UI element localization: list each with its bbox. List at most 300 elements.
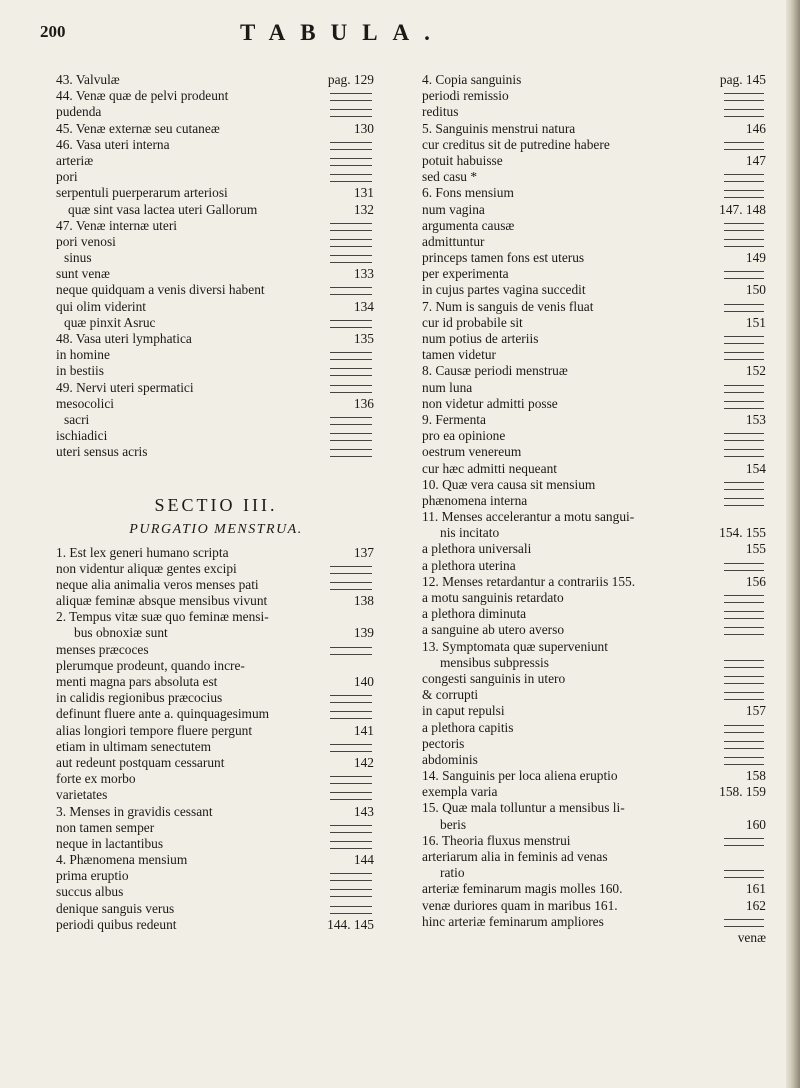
entry-text: oestrum venereum [422,444,522,460]
ditto-mark [724,692,764,700]
index-entry [56,625,376,641]
index-entry [422,590,768,606]
entry-text: in homine [56,347,110,363]
ditto-mark [330,417,372,425]
index-entry [56,185,376,201]
ditto-mark [330,566,372,574]
ditto-mark [724,498,764,506]
entry-text: 46. Vasa uteri interna [56,136,170,152]
index-entry [56,755,376,771]
entry-text: 4. Phænomena mensium [56,852,188,868]
ditto-mark [330,109,372,117]
index-entry [56,593,376,609]
entry-text: 12. Menses retardantur a contrariis 155. [422,573,636,589]
index-entry [56,428,376,444]
index-column-right [422,72,768,946]
index-entry [56,820,376,836]
entry-text: pori [56,169,78,185]
index-entry [422,622,768,638]
entry-page-number: 154 [745,460,766,476]
entry-text: varietates [56,787,108,803]
index-entry [56,331,376,347]
index-entry [56,234,376,250]
index-entry [422,525,768,541]
index-entry [56,202,376,218]
ditto-mark [330,255,372,263]
entry-text: 16. Theoria fluxus menstrui [422,832,571,848]
ditto-mark [724,449,764,457]
index-entry [56,787,376,803]
entry-page-number: 149 [745,250,766,266]
entry-text: 9. Fermenta [422,411,486,427]
entry-page-number: 147. 148 [719,201,766,217]
index-entry [56,137,376,153]
index-entry [56,690,376,706]
index-entry [56,444,376,460]
entry-page-number: pag. 129 [327,72,374,87]
entry-text: pori venosi [56,233,116,249]
ditto-mark [330,889,372,897]
ditto-mark [330,433,372,441]
index-entry [422,833,768,849]
index-entry [422,914,768,930]
entry-text: menti magna pars absoluta est [56,674,218,689]
entry-text: 15. Quæ mala tolluntur a mensibus li- [422,800,625,816]
entry-text: arteriæ feminarum magis molles 160. [422,881,623,897]
index-entry [56,153,376,169]
ditto-mark [330,825,372,833]
entry-text: venæ duriores quam in maribus 161. [422,897,618,913]
ditto-mark [724,595,764,603]
entry-text: hinc arteriæ feminarum ampliores [422,913,604,929]
index-entry [422,865,768,881]
entry-text: definunt fluere ante a. quinquagesimum [56,706,270,722]
entry-text: sed casu * [422,169,478,185]
page-edge [786,0,800,1088]
entry-text: alias longiori tempore fluere pergunt [56,722,253,738]
index-entry [422,282,768,298]
index-entry [422,299,768,315]
entry-text: 10. Quæ vera causa sit mensium [422,476,596,492]
entry-text: qui olim viderint [56,298,147,314]
ditto-mark [724,190,764,198]
entry-text: etiam in ultimam senectutem [56,738,212,754]
index-entry [422,881,768,897]
entry-text: periodi remissio [422,88,509,104]
entry-page-number: 160 [745,816,766,832]
entry-text: aut redeunt postquam cessarunt [56,754,225,770]
entry-text: plerumque prodeunt, quando incre- [56,657,245,673]
index-entry [56,901,376,917]
index-entry [56,836,376,852]
index-entry [422,250,768,266]
entry-page-number: 139 [353,625,374,641]
entry-text: arteriarum alia in feminis ad venas [422,849,608,864]
index-entry [56,917,376,933]
entry-text: 4. Copia sanguinis [422,72,522,87]
entry-page-number: 162 [745,897,766,913]
entry-page-number: 136 [353,395,374,411]
entry-text: potuit habuisse [422,152,503,168]
ditto-mark [330,142,372,150]
entry-page-number: 158. 159 [719,784,766,800]
entry-text: quæ pinxit Asruc [64,314,156,330]
index-entry [422,363,768,379]
index-entry [422,396,768,412]
ditto-mark [724,919,764,927]
entry-text: prima eruptio [56,868,129,884]
ditto-mark [330,776,372,784]
index-entry [422,72,768,88]
ditto-mark [330,352,372,360]
ditto-mark [724,870,764,878]
index-entry [422,509,768,525]
index-entry [422,380,768,396]
ditto-mark [330,792,372,800]
ditto-mark [724,482,764,490]
index-entry [422,185,768,201]
ditto-mark [724,239,764,247]
entry-page-number: 147 [745,152,766,168]
index-entry [56,266,376,282]
entry-page-number: 142 [353,754,374,770]
ditto-mark [724,838,764,846]
entry-text: mensibus subpressis [440,654,549,670]
index-entry [422,347,768,363]
entry-text: 7. Num is sanguis de venis fluat [422,298,594,314]
index-entry [422,768,768,784]
entry-page-number: 151 [745,314,766,330]
entry-text: a plethora capitis [422,719,514,735]
entry-text: arteriæ [56,152,94,168]
entry-text: 49. Nervi uteri spermatici [56,379,194,395]
index-entry [422,639,768,655]
entry-page-number: 134 [353,298,374,314]
entry-text: & corrupti [422,687,479,703]
ditto-mark [724,271,764,279]
entry-page-number: 137 [353,544,374,560]
index-entry [56,104,376,120]
entry-text: succus albus [56,884,124,900]
entry-text: 5. Sanguinis menstrui natura [422,120,576,136]
index-entry [56,412,376,428]
index-entry [422,898,768,914]
entry-text: cur hæc admitti nequeant [422,460,557,476]
index-entry [422,493,768,509]
entry-text: non videntur aliquæ gentes excipi [56,560,237,576]
entry-page-number: 161 [745,881,766,897]
index-entry [422,234,768,250]
index-entry [422,444,768,460]
ditto-mark [330,368,372,376]
entry-text: 2. Tempus vitæ suæ quo feminæ mensi- [56,609,269,625]
index-entry [56,347,376,363]
index-entry [56,658,376,674]
entry-text: pectoris [422,735,465,751]
index-entry [56,169,376,185]
ditto-mark [724,142,764,150]
entry-text: in bestiis [56,363,104,379]
entry-text: in caput repulsi [422,703,505,719]
entry-text: a motu sanguinis retardato [422,590,564,605]
entry-text: sinus [64,250,92,266]
entry-text: neque alia animalia veros menses pati [56,576,259,592]
entry-page-number: 131 [353,185,374,201]
entry-text: non videtur admitti posse [422,395,558,411]
entry-text: abdominis [422,751,478,767]
index-entry [422,736,768,752]
entry-text: pudenda [56,104,102,120]
index-entry [422,218,768,234]
running-title: TABULA. [240,20,445,45]
entry-text: aliquæ feminæ absque mensibus vivunt [56,593,268,609]
entry-text: sacri [64,411,90,427]
entry-text: 47. Venæ internæ uteri [56,217,177,233]
index-entry [422,104,768,120]
ditto-mark [724,757,764,765]
entry-text: serpentuli puerperarum arteriosi [56,185,228,201]
entry-text: a plethora diminuta [422,606,527,622]
entry-text: 3. Menses in gravidis cessant [56,803,213,819]
index-entry [422,558,768,574]
index-entry [422,121,768,137]
ditto-mark [330,174,372,182]
ditto-mark [724,223,764,231]
index-entry [422,720,768,736]
index-entry [422,800,768,816]
index-entry [422,541,768,557]
entry-page-number: 132 [353,201,374,217]
entry-text: mesocolici [56,395,115,411]
index-entry [56,771,376,787]
entry-text: per experimenta [422,266,509,282]
index-entry [56,804,376,820]
index-entry [56,299,376,315]
section-subtitle: PURGATIO MENSTRUA. [129,521,303,537]
ditto-mark [330,239,372,247]
entry-text: 14. Sanguinis per loca aliena eruptio [422,768,618,784]
entry-text: a plethora uterina [422,557,516,573]
entry-page-number: 156 [745,573,766,589]
ditto-mark [724,741,764,749]
ditto-mark [724,725,764,733]
ditto-mark [724,109,764,117]
index-entry [422,784,768,800]
entry-text: pro ea opinione [422,428,506,444]
index-entry [56,852,376,868]
ditto-mark [724,304,764,312]
index-entry [422,671,768,687]
entry-page-number: 138 [353,593,374,609]
entry-text: num potius de arteriis [422,331,539,346]
entry-text: tamen videtur [422,347,496,363]
entry-text: menses præcoces [56,641,149,657]
index-entry [56,868,376,884]
entry-text: uteri sensus acris [56,444,148,460]
entry-text: cur creditus sit de putredine habere [422,136,610,152]
entry-page-number: 146 [745,120,766,136]
index-entry [56,218,376,234]
index-entry [56,121,376,137]
ditto-mark [330,320,372,328]
entry-text: neque quidquam a venis diversi habent [56,282,265,298]
entry-text: num vagina [422,201,485,217]
ditto-mark [724,660,764,668]
ditto-mark [330,841,372,849]
ditto-mark [724,385,764,393]
ditto-mark [330,582,372,590]
ditto-mark [330,647,372,655]
index-entry [422,687,768,703]
entry-page-number: 143 [353,803,374,819]
entry-text: in cujus partes vagina succedit [422,282,586,298]
index-entry [56,72,376,88]
entry-text: congesti sanguinis in utero [422,670,566,686]
entry-text: a sanguine ab utero averso [422,622,565,638]
index-entry [56,363,376,379]
index-entry [422,412,768,428]
index-entry [422,202,768,218]
ditto-mark [724,352,764,360]
entry-page-number: 141 [353,722,374,738]
page-header [0,20,786,54]
ditto-mark [724,611,764,619]
entry-text: beris [440,816,467,832]
entry-text: exempla varia [422,784,498,800]
ditto-mark [724,433,764,441]
index-entry [422,331,768,347]
entry-text: 6. Fons mensium [422,185,514,201]
index-entry [56,250,376,266]
index-entry [422,477,768,493]
entry-text: 1. Est lex generi humano scripta [56,544,229,560]
ditto-mark [724,93,764,101]
ditto-mark [330,287,372,295]
entry-page-number: 154. 155 [719,525,766,541]
entry-text: bus obnoxiæ sunt [74,625,168,641]
entry-text: non tamen semper [56,819,155,835]
index-entry [422,266,768,282]
ditto-mark [724,627,764,635]
index-entry [56,674,376,690]
entry-text: venæ [737,929,766,945]
index-entry [56,609,376,625]
entry-text: princeps tamen fons est uterus [422,250,585,266]
section-gap [56,461,376,487]
ditto-mark [330,695,372,703]
index-entry [56,315,376,331]
index-entry [56,88,376,104]
index-entry [56,739,376,755]
index-entry [56,545,376,561]
index-entry [56,723,376,739]
ditto-mark [330,223,372,231]
entry-text: nis incitato [440,525,500,541]
index-entry [422,88,768,104]
index-entry [422,315,768,331]
entry-text: cur id probabile sit [422,314,523,330]
ditto-mark [330,744,372,752]
entry-text: forte ex morbo [56,771,136,787]
index-entry [422,461,768,477]
entry-text: a plethora universali [422,541,532,557]
entry-page-number: 133 [353,266,374,282]
index-entry [422,930,768,946]
index-entry [56,884,376,900]
entry-text: 44. Venæ quæ de pelvi prodeunt [56,88,229,104]
entry-text: 48. Vasa uteri lymphatica [56,331,192,346]
index-entry [422,169,768,185]
entry-page-number: pag. 145 [719,72,766,87]
entry-text: periodi quibus redeunt [56,916,177,932]
entry-text: 11. Menses accelerantur a motu sangui- [422,509,635,525]
index-entry [56,396,376,412]
ditto-mark [330,385,372,393]
ditto-mark [724,174,764,182]
index-entry [422,703,768,719]
entry-text: ratio [440,865,465,881]
index-entry [56,642,376,658]
index-entry [422,655,768,671]
entry-text: admittuntur [422,233,485,249]
entry-text: phænomena interna [422,492,528,508]
ditto-mark [724,563,764,571]
entry-text: denique sanguis verus [56,900,175,916]
index-entry [422,137,768,153]
ditto-mark [330,449,372,457]
entry-text: quæ sint vasa lactea uteri Gallorum [68,201,258,217]
entry-page-number: 150 [745,282,766,298]
index-entry [422,153,768,169]
index-entry [422,428,768,444]
entry-page-number: 155 [745,541,766,557]
entry-text: neque in lactantibus [56,835,164,851]
ditto-mark [330,93,372,101]
ditto-mark [330,873,372,881]
index-entry [422,752,768,768]
ditto-mark [724,336,764,344]
entry-text: 8. Causæ periodi menstruæ [422,363,568,379]
entry-page-number: 153 [745,411,766,427]
index-entry [422,574,768,590]
index-column-left [56,72,376,933]
entry-page-number: 152 [745,363,766,379]
entry-page-number: 140 [353,674,374,689]
page-number: 200 [40,22,66,41]
entry-text: sunt venæ [56,266,110,282]
section-title: SECTIO III. [154,494,278,515]
entry-text: num luna [422,379,473,395]
entry-text: reditus [422,104,459,120]
ditto-mark [330,711,372,719]
index-entry [56,577,376,593]
ditto-mark [724,401,764,409]
entry-page-number: 144 [353,852,374,868]
entry-text: 43. Valvulæ [56,72,120,87]
entry-text: 45. Venæ externæ seu cutaneæ [56,120,220,136]
index-entry [56,282,376,298]
ditto-mark [724,676,764,684]
index-entry [422,849,768,865]
index-entry [56,561,376,577]
entry-page-number: 135 [353,331,374,346]
entry-text: in calidis regionibus præcocius [56,690,223,706]
entry-page-number: 158 [745,768,766,784]
entry-page-number: 157 [745,703,766,719]
entry-text: 13. Symptomata quæ superveniunt [422,638,608,654]
index-entry [422,606,768,622]
ditto-mark [330,906,372,914]
